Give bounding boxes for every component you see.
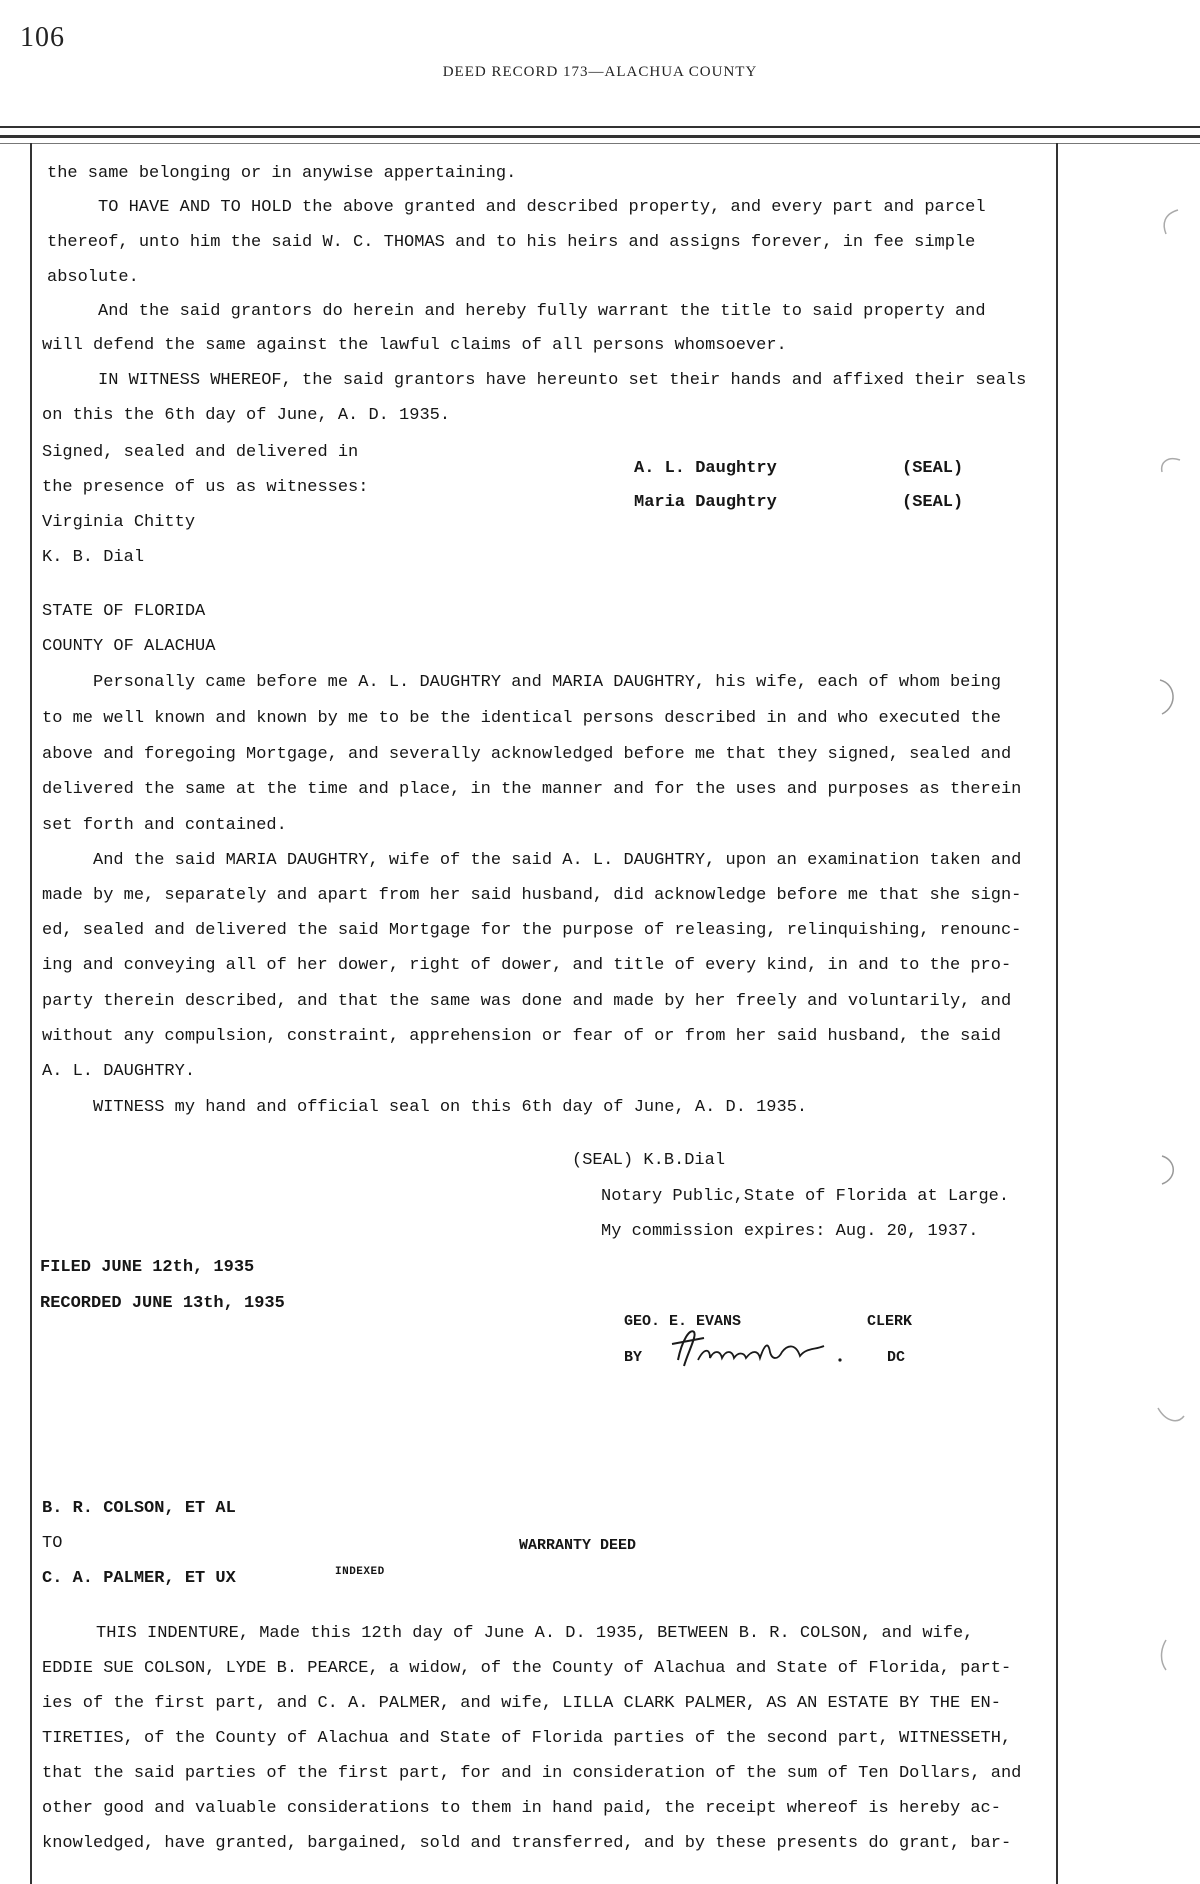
signatory-seal: (SEAL) xyxy=(902,459,964,478)
right-margin-rule xyxy=(1056,143,1058,1884)
venue-line: STATE OF FLORIDA xyxy=(42,602,206,621)
indexed-stamp: INDEXED xyxy=(335,1566,385,1578)
notary-line: My commission expires: Aug. 20, 1937. xyxy=(601,1222,979,1241)
deed-title: WARRANTY DEED xyxy=(519,1537,637,1554)
clerk-name: GEO. E. EVANS xyxy=(624,1313,742,1330)
witness-clause: the presence of us as witnesses: xyxy=(42,478,369,497)
acknowledgment-line: A. L. DAUGHTRY. xyxy=(42,1062,196,1081)
acknowledgment-line: without any compulsion, constraint, apprehension or fear of or from her said husband, the said xyxy=(42,1027,1001,1046)
continuation-line: IN WITNESS WHEREOF, the said grantors have hereunto set their hands and affixed their seals xyxy=(98,371,1027,390)
signatory-seal: (SEAL) xyxy=(902,493,964,512)
continuation-line: absolute. xyxy=(47,268,139,287)
acknowledgment-line: above and foregoing Mortgage, and severally acknowledged before me that they signed, sealed and xyxy=(42,745,1012,764)
acknowledgment-line: Personally came before me A. L. DAUGHTRY and MARIA DAUGHTRY, his wife, each of whom being xyxy=(93,673,1001,692)
continuation-line: the same belonging or in anywise appertaining. xyxy=(47,164,517,183)
witness-clause: Signed, sealed and delivered in xyxy=(42,443,359,462)
acknowledgment-line: to me well known and known by me to be the identical persons described in and who executed the xyxy=(42,709,1001,728)
deed-body-line: EDDIE SUE COLSON, LYDE B. PEARCE, a widow, of the County of Alachua and State of Florida, part- xyxy=(42,1659,1012,1678)
recorded-date: RECORDED JUNE 13th, 1935 xyxy=(40,1294,285,1313)
header-rule-top xyxy=(0,126,1200,128)
acknowledgment-line: ing and conveying all of her dower, right of dower, and title of every kind, in and to the pro- xyxy=(42,956,1012,975)
page-number: 106 xyxy=(20,22,65,53)
grantee-name: C. A. PALMER, ET UX xyxy=(42,1569,236,1588)
continuation-line: on this the 6th day of June, A. D. 1935. xyxy=(42,406,451,425)
continuation-line: TO HAVE AND TO HOLD the above granted and described property, and every part and parcel xyxy=(98,198,986,217)
acknowledgment-line: made by me, separately and apart from her said husband, did acknowledge before me that she sign- xyxy=(42,886,1022,905)
continuation-line: thereof, unto him the said W. C. THOMAS and to his heirs and assigns forever, in fee simple xyxy=(47,233,976,252)
continuation-line: will defend the same against the lawful claims of all persons whomsoever. xyxy=(42,336,787,355)
clerk-title: CLERK xyxy=(867,1313,913,1330)
deputy-clerk-signature xyxy=(664,1322,854,1376)
venue-line: COUNTY OF ALACHUA xyxy=(42,637,216,656)
notary-line: Notary Public,State of Florida at Large. xyxy=(601,1187,1010,1206)
continuation-line: And the said grantors do herein and hereby fully warrant the title to said property and xyxy=(98,302,986,321)
deputy-title: DC xyxy=(887,1349,906,1366)
signatory-name: A. L. Daughtry xyxy=(634,459,777,478)
acknowledgment-line: delivered the same at the time and place, in the manner and for the uses and purposes as therein xyxy=(42,780,1022,799)
acknowledgment-line: set forth and contained. xyxy=(42,816,287,835)
deed-body-line: TIRETIES, of the County of Alachua and State of Florida parties of the second part, WITNESSETH, xyxy=(42,1729,1012,1748)
margin-rule-top xyxy=(0,143,1200,144)
binder-ring-marks xyxy=(1150,190,1190,1690)
running-title: DEED RECORD 173—ALACHUA COUNTY xyxy=(442,64,758,80)
header-rule-bottom xyxy=(0,135,1200,138)
witness-name: K. B. Dial xyxy=(42,548,145,567)
acknowledgment-line: party therein described, and that the same was done and made by her freely and voluntarily, and xyxy=(42,992,1012,1011)
filed-date: FILED JUNE 12th, 1935 xyxy=(40,1258,255,1277)
deed-body-line: ies of the first part, and C. A. PALMER, and wife, LILLA CLARK PALMER, AS AN ESTATE BY THE EN- xyxy=(42,1694,1001,1713)
by-label: BY xyxy=(624,1349,643,1366)
notary-line: (SEAL) K.B.Dial xyxy=(572,1151,726,1170)
grantor-name: B. R. COLSON, ET AL xyxy=(42,1499,236,1518)
left-margin-rule xyxy=(30,143,32,1884)
to-label: TO xyxy=(42,1534,63,1553)
deed-body-line: that the said parties of the first part, for and in consideration of the sum of Ten Dollars, and xyxy=(42,1764,1022,1783)
deed-body-line: THIS INDENTURE, Made this 12th day of June A. D. 1935, BETWEEN B. R. COLSON, and wife, xyxy=(96,1624,974,1643)
witness-name: Virginia Chitty xyxy=(42,513,196,532)
deed-body-line: other good and valuable considerations to them in hand paid, the receipt whereof is hereby ac- xyxy=(42,1799,1001,1818)
signatory-name: Maria Daughtry xyxy=(634,493,777,512)
acknowledgment-line: ed, sealed and delivered the said Mortgage for the purpose of releasing, relinquishing, renounc- xyxy=(42,921,1022,940)
acknowledgment-line: And the said MARIA DAUGHTRY, wife of the said A. L. DAUGHTRY, upon an examination taken and xyxy=(93,851,1022,870)
acknowledgment-line: WITNESS my hand and official seal on this 6th day of June, A. D. 1935. xyxy=(93,1098,808,1117)
deed-body-line: knowledged, have granted, bargained, sold and transferred, and by these presents do grant, bar- xyxy=(42,1834,1012,1853)
